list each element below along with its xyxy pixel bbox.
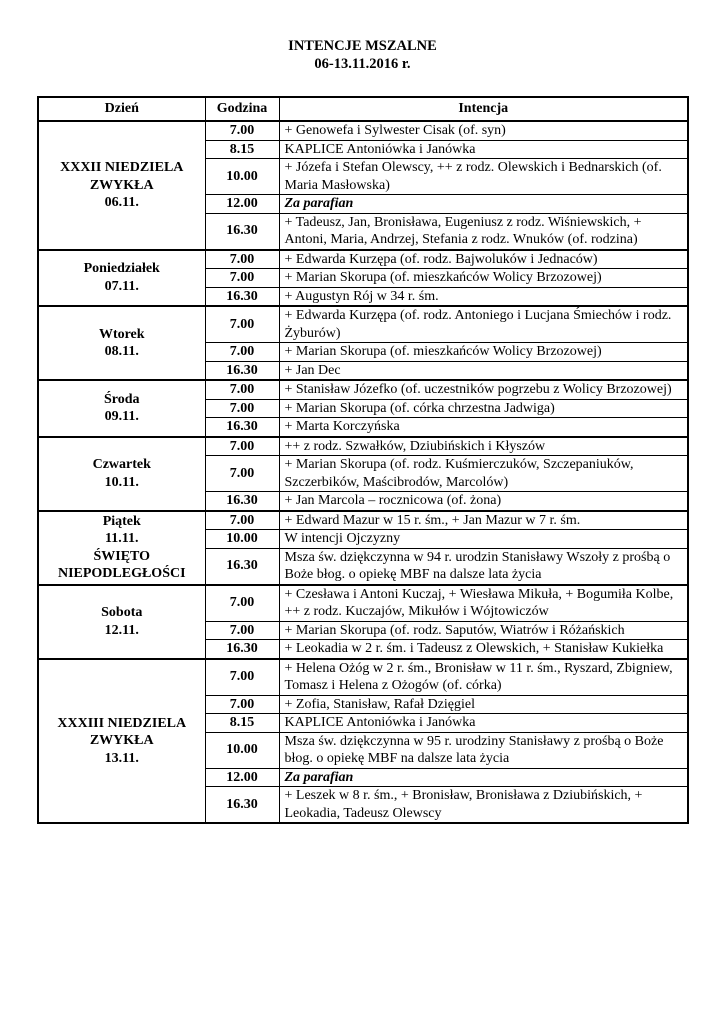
day-label-line: 13.11. xyxy=(104,750,139,766)
intention-cell: Msza św. dziękczynna w 95 r. urodziny Stanisławy z prośbą o Boże błog. o opiekę MBF na dalsze lata życia xyxy=(279,732,688,768)
intentions-table xyxy=(37,96,689,824)
table-header-row xyxy=(38,97,688,121)
day-group xyxy=(38,121,688,250)
day-cell xyxy=(38,659,205,824)
intention-cell: Za parafian xyxy=(279,768,688,787)
intention-cell: + Marian Skorupa (of. córka chrzestna Jadwiga) xyxy=(279,399,688,418)
hour-cell: 16.30 xyxy=(205,361,279,380)
hour-cell: 16.30 xyxy=(205,640,279,659)
intention-cell: + Helena Ożóg w 2 r. śm., Bronisław w 11 r. śm., Ryszard, Zbigniew, Tomasz i Helena z Ożogów (of. córka) xyxy=(279,659,688,696)
intention-cell: + Józefa i Stefan Olewscy, ++ z rodz. Olewskich i Bednarskich (of. Maria Masłowska) xyxy=(279,159,688,195)
intention-cell: Za parafian xyxy=(279,195,688,214)
hour-cell: 16.30 xyxy=(205,287,279,306)
day-cell xyxy=(38,121,205,250)
hour-cell: 7.00 xyxy=(205,250,279,269)
day-group xyxy=(38,306,688,380)
intention-cell: + Czesława i Antoni Kuczaj, + Wiesława Mikuła, + Bogumiła Kolbe, ++ z rodz. Kuczajów, Mikułów i Wójtowiczów xyxy=(279,585,688,622)
table-row xyxy=(38,306,688,343)
header-intention: Intencja xyxy=(279,97,688,121)
day-group xyxy=(38,437,688,511)
day-label-line: Wtorek xyxy=(98,326,145,342)
day-label-line: Piątek xyxy=(102,513,141,529)
day-label-line: XXXIII NIEDZIELA xyxy=(57,715,187,731)
day-label-line: 11.11. xyxy=(105,531,139,546)
day-label-line: Środa xyxy=(103,391,140,407)
intention-cell: + Edwarda Kurzępa (of. rodz. Antoniego i Lucjana Śmiechów i rodz. Żyburów) xyxy=(279,306,688,343)
table-row xyxy=(38,250,688,269)
hour-cell: 12.00 xyxy=(205,195,279,214)
day-group xyxy=(38,250,688,307)
hour-cell: 16.30 xyxy=(205,213,279,250)
table-row xyxy=(38,121,688,140)
day-group xyxy=(38,659,688,824)
intention-cell: + Genowefa i Sylwester Cisak (of. syn) xyxy=(279,121,688,140)
day-label-line: ZWYKŁA xyxy=(89,733,154,748)
hour-cell: 16.30 xyxy=(205,418,279,437)
day-cell xyxy=(38,437,205,511)
hour-cell: 10.00 xyxy=(205,530,279,549)
header-day: Dzień xyxy=(38,97,205,121)
intention-cell: + Marian Skorupa (of. rodz. Saputów, Wiatrów i Różańskich xyxy=(279,621,688,640)
title-line-1: INTENCJE MSZALNE xyxy=(288,38,437,54)
hour-cell: 7.00 xyxy=(205,511,279,530)
intention-cell: + Edward Mazur w 15 r. śm., + Jan Mazur w 7 r. śm. xyxy=(279,511,688,530)
table-row xyxy=(38,437,688,456)
day-label-line: NIEPODLEGŁOŚCI xyxy=(57,566,186,581)
hour-cell: 10.00 xyxy=(205,159,279,195)
table-row xyxy=(38,585,688,622)
hour-cell: 7.00 xyxy=(205,399,279,418)
hour-cell: 12.00 xyxy=(205,768,279,787)
day-group xyxy=(38,585,688,659)
hour-cell: 7.00 xyxy=(205,269,279,288)
hour-cell: 7.00 xyxy=(205,456,279,492)
day-cell xyxy=(38,511,205,585)
day-label-line: 06.11. xyxy=(104,195,139,210)
hour-cell: 7.00 xyxy=(205,343,279,362)
hour-cell: 7.00 xyxy=(205,380,279,399)
intention-cell: + Jan Marcola – rocznicowa (of. żona) xyxy=(279,492,688,511)
table-row xyxy=(38,380,688,399)
hour-cell: 10.00 xyxy=(205,732,279,768)
day-group xyxy=(38,380,688,437)
day-label-line: ŚWIĘTO xyxy=(93,548,151,564)
hour-cell: 7.00 xyxy=(205,121,279,140)
intention-cell: + Marta Korczyńska xyxy=(279,418,688,437)
day-cell xyxy=(38,380,205,437)
hour-cell: 7.00 xyxy=(205,659,279,696)
header-hour: Godzina xyxy=(205,97,279,121)
hour-cell: 7.00 xyxy=(205,585,279,622)
day-label-line: Czwartek xyxy=(92,457,151,472)
day-label-line: 08.11. xyxy=(104,344,139,359)
hour-cell: 16.30 xyxy=(205,787,279,824)
day-cell xyxy=(38,306,205,380)
day-group xyxy=(38,511,688,585)
intention-cell: + Augustyn Rój w 34 r. śm. xyxy=(279,287,688,306)
hour-cell: 8.15 xyxy=(205,140,279,159)
intention-cell: + Zofia, Stanisław, Rafał Dzięgiel xyxy=(279,695,688,714)
document-title xyxy=(0,37,725,73)
day-label-line: 12.11. xyxy=(104,622,139,638)
hour-cell: 7.00 xyxy=(205,621,279,640)
intention-cell: W intencji Ojczyzny xyxy=(279,530,688,549)
day-label-line: XXXII NIEDZIELA xyxy=(60,160,184,175)
day-label-line: Poniedziałek xyxy=(83,261,160,277)
intention-cell: + Marian Skorupa (of. mieszkańców Wolicy Brzozowej) xyxy=(279,343,688,362)
intention-cell: ++ z rodz. Szwałków, Dziubińskich i Kłyszów xyxy=(279,437,688,456)
hour-cell: 8.15 xyxy=(205,714,279,733)
intention-cell: + Leszek w 8 r. śm., + Bronisław, Bronisława z Dziubińskich, + Leokadia, Tadeusz Olewscy xyxy=(279,787,688,824)
day-cell xyxy=(38,250,205,307)
hour-cell: 7.00 xyxy=(205,695,279,714)
day-label-line: Sobota xyxy=(101,605,143,620)
intention-cell: Msza św. dziękczynna w 94 r. urodzin Stanisławy Wszoły z prośbą o Boże błog. o opiekę MBF na dalsze lata życia xyxy=(279,548,688,585)
table-row xyxy=(38,659,688,696)
day-label-line: 10.11. xyxy=(104,474,139,490)
table-row xyxy=(38,511,688,530)
hour-cell: 7.00 xyxy=(205,437,279,456)
intention-cell: + Stanisław Józefko (of. uczestników pogrzebu z Wolicy Brzozowej) xyxy=(279,380,688,399)
intention-cell: + Edwarda Kurzępa (of. rodz. Bajwoluków i Jednaców) xyxy=(279,250,688,269)
title-line-2: 06-13.11.2016 r. xyxy=(314,56,411,72)
hour-cell: 7.00 xyxy=(205,306,279,343)
intention-cell: KAPLICE Antoniówka i Janówka xyxy=(279,140,688,159)
day-label-line: 07.11. xyxy=(104,278,139,294)
intention-cell: + Jan Dec xyxy=(279,361,688,380)
intention-cell: KAPLICE Antoniówka i Janówka xyxy=(279,714,688,733)
intention-cell: + Marian Skorupa (of. mieszkańców Wolicy Brzozowej) xyxy=(279,269,688,288)
hour-cell: 16.30 xyxy=(205,548,279,585)
hour-cell: 16.30 xyxy=(205,492,279,511)
day-label-line: 09.11. xyxy=(104,409,139,425)
day-cell xyxy=(38,585,205,659)
intention-cell: + Tadeusz, Jan, Bronisława, Eugeniusz z rodz. Wiśniewskich, + Antoni, Maria, Andrzej, Stefania z rodz. Wnuków (of. rodzina) xyxy=(279,213,688,250)
intention-cell: + Marian Skorupa (of. rodz. Kuśmierczuków, Szczepaniuków, Szczerbików, Maścibrodów, Marcolów) xyxy=(279,456,688,492)
intention-cell: + Leokadia w 2 r. śm. i Tadeusz z Olewskich, + Stanisław Kukiełka xyxy=(279,640,688,659)
day-label-line: ZWYKŁA xyxy=(89,177,154,193)
